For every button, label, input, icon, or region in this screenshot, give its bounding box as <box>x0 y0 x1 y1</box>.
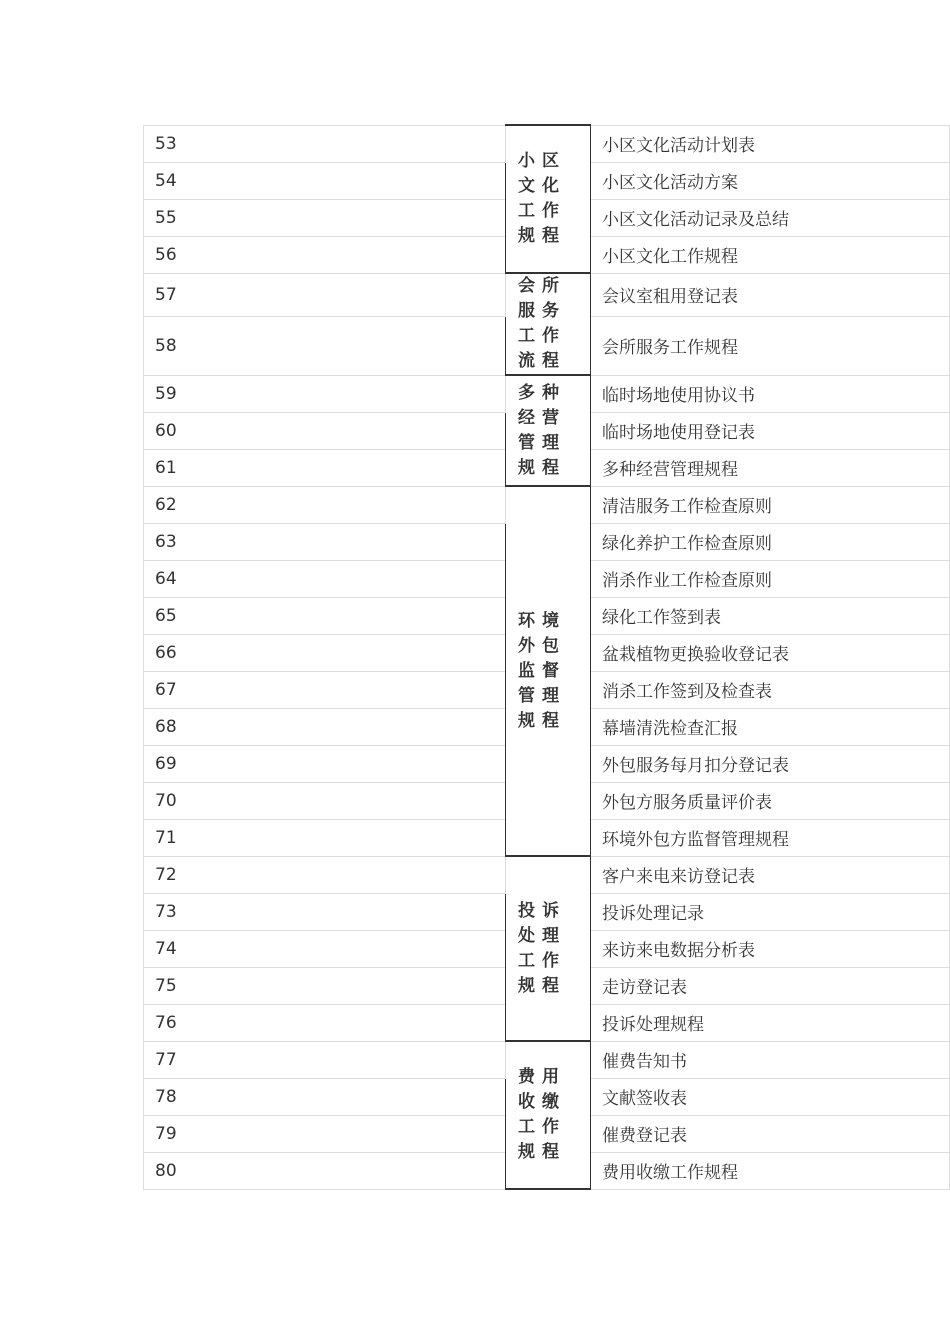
row-number: 70 <box>144 782 506 819</box>
document-item: 临时场地使用协议书 <box>591 375 950 412</box>
row-number: 53 <box>144 125 506 162</box>
document-item: 清洁服务工作检查原则 <box>591 486 950 523</box>
document-item: 客户来电来访登记表 <box>591 856 950 893</box>
table-row <box>144 375 950 412</box>
row-number: 67 <box>144 671 506 708</box>
document-item: 文献签收表 <box>591 1078 950 1115</box>
document-item: 小区文化工作规程 <box>591 236 950 273</box>
document-item: 会所服务工作规程 <box>591 317 950 375</box>
row-number: 75 <box>144 967 506 1004</box>
document-item: 多种经营管理规程 <box>591 449 950 486</box>
document-item: 小区文化活动记录及总结 <box>591 199 950 236</box>
document-item: 走访登记表 <box>591 967 950 1004</box>
document-item: 绿化工作签到表 <box>591 597 950 634</box>
row-number: 77 <box>144 1041 506 1078</box>
category-cell: 多种经营管理规程 <box>506 375 591 486</box>
category-cell: 投诉处理工作规程 <box>506 856 591 1041</box>
document-table <box>143 124 950 1190</box>
category-cell: 环境外包监督管理规程 <box>506 486 591 856</box>
document-item: 盆栽植物更换验收登记表 <box>591 634 950 671</box>
table-row <box>144 273 950 317</box>
table-row <box>144 1041 950 1078</box>
row-number: 62 <box>144 486 506 523</box>
row-number: 63 <box>144 523 506 560</box>
row-number: 64 <box>144 560 506 597</box>
row-number: 78 <box>144 1078 506 1115</box>
row-number: 80 <box>144 1152 506 1189</box>
document-item: 投诉处理规程 <box>591 1004 950 1041</box>
table-row <box>144 125 950 162</box>
row-number: 74 <box>144 930 506 967</box>
row-number: 59 <box>144 375 506 412</box>
document-item: 绿化养护工作检查原则 <box>591 523 950 560</box>
document-item: 催费登记表 <box>591 1115 950 1152</box>
document-item: 投诉处理记录 <box>591 893 950 930</box>
document-table-body <box>144 125 950 1189</box>
document-item: 小区文化活动计划表 <box>591 125 950 162</box>
row-number: 68 <box>144 708 506 745</box>
row-number: 60 <box>144 412 506 449</box>
document-item: 小区文化活动方案 <box>591 162 950 199</box>
category-cell: 费用收缴工作规程 <box>506 1041 591 1189</box>
document-item: 来访来电数据分析表 <box>591 930 950 967</box>
document-item: 催费告知书 <box>591 1041 950 1078</box>
row-number: 69 <box>144 745 506 782</box>
document-item: 消杀工作签到及检查表 <box>591 671 950 708</box>
row-number: 65 <box>144 597 506 634</box>
row-number: 55 <box>144 199 506 236</box>
row-number: 71 <box>144 819 506 856</box>
document-item: 外包方服务质量评价表 <box>591 782 950 819</box>
row-number: 61 <box>144 449 506 486</box>
row-number: 57 <box>144 273 506 317</box>
row-number: 73 <box>144 893 506 930</box>
row-number: 58 <box>144 317 506 375</box>
row-number: 72 <box>144 856 506 893</box>
row-number: 66 <box>144 634 506 671</box>
row-number: 76 <box>144 1004 506 1041</box>
document-item: 环境外包方监督管理规程 <box>591 819 950 856</box>
document-item: 会议室租用登记表 <box>591 273 950 317</box>
row-number: 56 <box>144 236 506 273</box>
table-row <box>144 856 950 893</box>
document-item: 幕墙清洗检查汇报 <box>591 708 950 745</box>
row-number: 79 <box>144 1115 506 1152</box>
row-number: 54 <box>144 162 506 199</box>
document-item: 消杀作业工作检查原则 <box>591 560 950 597</box>
document-item: 外包服务每月扣分登记表 <box>591 745 950 782</box>
category-cell: 小区文化工作规程 <box>506 125 591 273</box>
document-item: 费用收缴工作规程 <box>591 1152 950 1189</box>
table-row <box>144 486 950 523</box>
category-cell: 会所服务工作流程 <box>506 273 591 375</box>
document-item: 临时场地使用登记表 <box>591 412 950 449</box>
